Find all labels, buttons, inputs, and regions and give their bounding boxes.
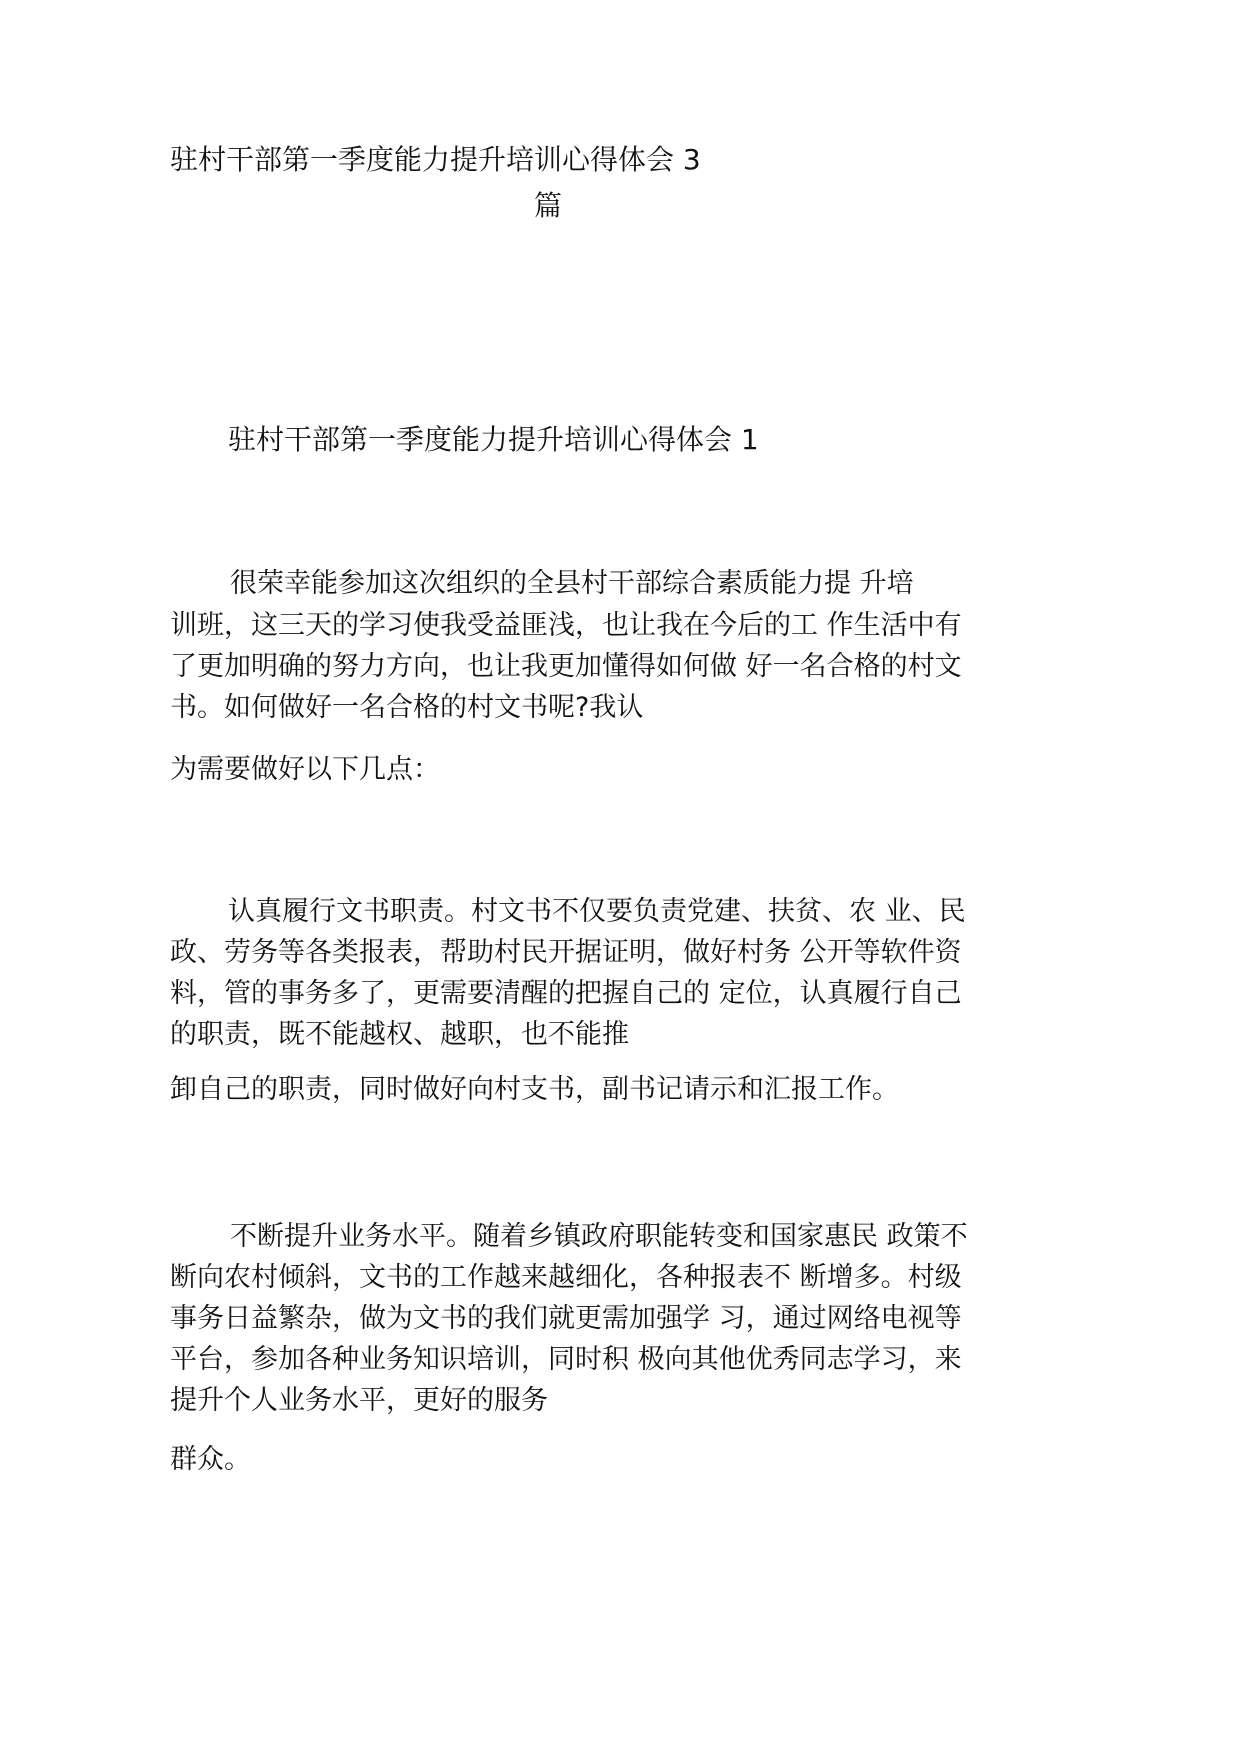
paragraph-line: 政、劳务等各类报表，帮助村民开据证明，做好村务 公开等软件资 [170, 937, 962, 968]
paragraph-line: 提升个人业务水平，更好的服务 [170, 1385, 548, 1416]
document-title-continued: 篇 [534, 189, 563, 222]
paragraph-line: 书。如何做好一名合格的村文书呢?我认 [170, 692, 644, 723]
paragraph-line: 很荣幸能参加这次组织的全县村干部综合素质能力提 升培 [230, 568, 914, 599]
section-heading: 驻村干部第一季度能力提升培训心得体会 1 [228, 423, 759, 456]
paragraph-line: 的职责，既不能越权、越职，也不能推 [170, 1019, 629, 1050]
paragraph-line: 断向农村倾斜，文书的工作越来越细化，各种报表不 断增多。村级 [170, 1262, 962, 1293]
paragraph-line: 料，管的事务多了，更需要清醒的把握自己的 定位，认真履行自己 [170, 978, 962, 1009]
paragraph-tail: 群众。 [170, 1444, 251, 1475]
paragraph-line: 了更加明确的努力方向，也让我更加懂得如何做 好一名合格的村文 [170, 651, 962, 682]
paragraph-line: 训班，这三天的学习使我受益匪浅，也让我在今后的工 作生活中有 [170, 610, 962, 641]
paragraph-line: 不断提升业务水平。随着乡镇政府职能转变和国家惠民 政策不 [230, 1221, 968, 1252]
paragraph-line: 认真履行文书职责。村文书不仅要负责党建、扶贫、农 业、民 [228, 896, 966, 927]
paragraph-tail: 卸自己的职责，同时做好向村支书，副书记请示和汇报工作。 [170, 1074, 899, 1105]
paragraph-line: 事务日益繁杂，做为文书的我们就更需加强学 习，通过网络电视等 [170, 1303, 962, 1334]
paragraph-tail: 为需要做好以下几点： [170, 754, 440, 785]
document-title: 驻村干部第一季度能力提升培训心得体会 3 [170, 143, 701, 176]
paragraph-line: 平台，参加各种业务知识培训，同时积 极向其他优秀同志学习，来 [170, 1344, 962, 1375]
